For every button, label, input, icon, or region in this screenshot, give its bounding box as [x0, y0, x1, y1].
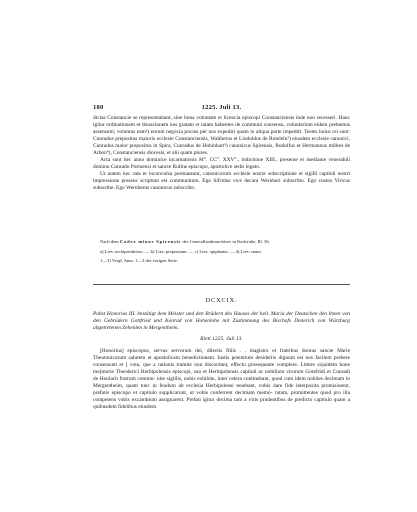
text-line: de communi consensu, voluntarium eidem prebemus assensum; volumus eam¹) eorum negocia — [93, 122, 350, 135]
text-line: decima tam a viris prudentibus de predicto capitulo quam a quibusdem fidelibus eiusdem — [93, 397, 350, 410]
document-dateline: Rieti 1225. Juli 13. — [200, 336, 243, 342]
text-line: Spirensis, Rudolfus et Hermannus milites de Arbon⁴), Constanciensis diocesis, et alii quam — [93, 143, 350, 156]
source-codex: Codex minor Spirensis — [119, 239, 182, 244]
text-line: nite sigillis, nobis exhibite, inter cetera continebant, quod cum idem nobiles decimam in — [156, 376, 350, 382]
text-line: plures. — [193, 150, 209, 156]
document-text — [93, 348, 350, 411]
text-line: inde non recesseri. Hanc igitur ordinationem et donacionem nos gratam et ratam habentes — [93, 115, 350, 128]
page-number: 180 — [93, 104, 104, 111]
variant-notes: a) Lies: archipresbitero. — b) Lies: prepositum. — c) Lies: apiphania. — d) Lies: suum. — [100, 249, 263, 254]
document-number: DCXCIX. — [205, 297, 238, 304]
text-line: pocius per nos expedirí quam in aliqua parte impedirí. Testes huius rei sunt: Cunradus — [93, 129, 351, 142]
text-line: Acta sunt hec anno dominice incarnationis M°. CC°. XXV°., indictione XIII., presente et — [100, 157, 304, 163]
source-note: Nach dem Codex minor Spirensis des Generallandesarchives in Karlsruhe, Bl. 36. — [100, 239, 270, 244]
text-line: mediante venerabili domino Cunrado Portuensi et sancte Rufine episcopo, apostolice sedis legato. — [93, 157, 350, 170]
text-line: ratam, promittentes quod pro illa competens vobis excambium assignarent. Prefati igitur — [93, 390, 350, 403]
text-line: ecclesie canonici, Cunradus maior prepositus in Spira, Cunradus de Hohinhart³) canonicus — [93, 136, 350, 149]
header-date: 1225. Juli 13. — [201, 104, 242, 111]
charter-text — [93, 115, 350, 192]
reference-notes: 1—3) Vergl. Anm. 1—3 der vorigen Seite. — [100, 258, 179, 263]
text-line: [Honorius] episcopus, servus servorum dei, dilectis filiis . . magistro et fratribus domus — [100, 348, 317, 354]
section-divider — [93, 284, 350, 285]
text-line: suo et Herbipolensis capituli ac nobilium virorum Gotefridi et Conradi de Hoolach fratrum commu- — [93, 369, 350, 382]
text-line: decani Wernheri subscribo. Ego custos Viricus subscribe. Ego Wernherus canonicus subscribo. — [93, 178, 350, 191]
text-line: Ut autem hec rata et inconvulsa permaneant, canonicorum ecclesie nostre subscriptione — [100, 171, 297, 177]
text-line: sancte Marie Theutonicorum salutem et apostolicam benedictionem. Iustis petentium desideriis — [93, 348, 350, 361]
text-line: dignum est nos facilem prebere consensum et [ vota, que a rationis tramite non discordant, — [93, 355, 350, 368]
text-line: promisissent, prefatis episcopo et capitulo supplicarunt, ut vobis conferrent decimam memo- — [93, 383, 350, 396]
page-header — [93, 104, 350, 111]
document-regest: Pabst Honorius III. bestätigt dem Meister und den Brüdern des Hauses der heil. Maria der Deutschen den ihnen von den Gebrüdern Gottfried und Konrad von Hohenlohe mit Zustimmung des Bischofs Dieterich von Würzburg abgetretenen Zehenten in Mergentheim. — [93, 311, 350, 331]
text-line: dictas Constancie se representabant, sine bona voluntate et licencia episcopi Constanciensis — [93, 115, 295, 121]
text-line: Mergentheim, quam tunc in feudum ab ecclesia Herbipolensi tenebant, vobis dare fide interposita — [93, 383, 319, 389]
text-line: prepositus maioris ecclesie Constanciensis, Waltherus et Liudoldus de Roteleín²) eiusdem — [115, 136, 311, 142]
text-line: effectu prosequente complere. Littere siquidem bone me[morie Theoderici Herbipolensis episcopi, — [93, 362, 350, 375]
text-line: et sigilli capituli nostri impressione presens scriptum est communitum. Ego Sifridus vice — [93, 171, 350, 184]
